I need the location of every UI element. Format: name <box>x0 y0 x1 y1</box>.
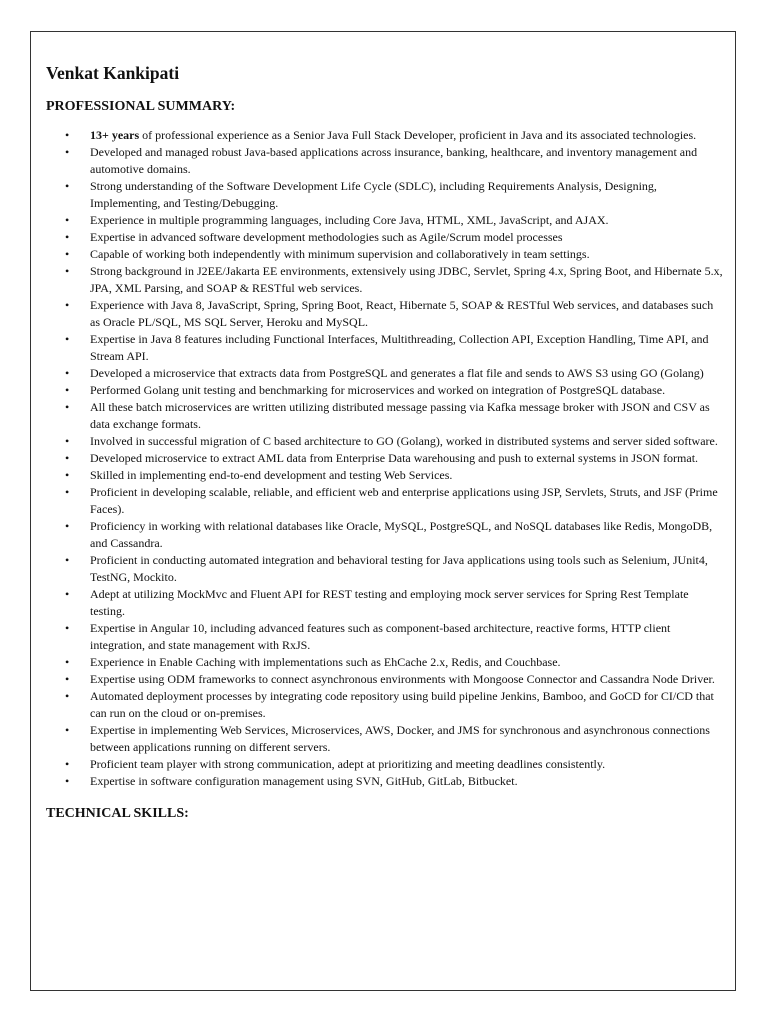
summary-item <box>46 552 726 586</box>
summary-item <box>46 671 726 688</box>
summary-item-text: Expertise using ODM frameworks to connect asynchronous environments with Mongoose Connector and Cassandra Node Driver. <box>90 672 715 686</box>
summary-item <box>46 246 726 263</box>
summary-item <box>46 365 726 382</box>
bullet-icon: • <box>65 774 70 788</box>
bullet-icon: • <box>65 400 70 414</box>
bullet-icon: • <box>65 434 70 448</box>
candidate-name: Venkat Kankipati <box>46 63 180 83</box>
bullet-icon: • <box>65 298 70 312</box>
professional-summary-heading: PROFESSIONAL SUMMARY: <box>46 99 236 114</box>
bullet-icon: • <box>65 621 70 635</box>
bullet-icon: • <box>65 451 70 465</box>
summary-item-text: Automated deployment processes by integrating code repository using build pipeline Jenkins, Bamboo, and GoCD for CI/CD that can run on the cloud or on-premises. <box>90 689 714 720</box>
summary-item <box>46 297 726 331</box>
summary-item-text: Developed a microservice that extracts data from PostgreSQL and generates a flat file and sends to AWS S3 using GO (Golang) <box>90 366 704 380</box>
summary-item <box>46 433 726 450</box>
summary-item-text: of professional experience as a Senior Java Full Stack Developer, proficient in Java and its associated technologies. <box>139 128 697 142</box>
summary-item <box>46 467 726 484</box>
summary-item-text: Expertise in advanced software development methodologies such as Agile/Scrum model processes <box>90 230 563 244</box>
summary-item-lead: 13+ years <box>90 128 140 142</box>
bullet-icon: • <box>65 213 70 227</box>
summary-item <box>46 127 726 144</box>
summary-item <box>46 382 726 399</box>
bullet-icon: • <box>65 485 70 499</box>
summary-item <box>46 518 726 552</box>
bullet-icon: • <box>65 264 70 278</box>
summary-item-text: Expertise in implementing Web Services, Microservices, AWS, Docker, and JMS for synchronous and asynchronous connections between applications running on different servers. <box>90 723 710 754</box>
summary-item-text: Expertise in software configuration management using SVN, GitHub, GitLab, Bitbucket. <box>90 774 518 788</box>
summary-item-text: All these batch microservices are written utilizing distributed message passing via Kafka message broker with JSON and CSV as data exchange formats. <box>90 400 710 431</box>
bullet-icon: • <box>65 587 70 601</box>
summary-item <box>46 620 726 654</box>
summary-item-text: Developed microservice to extract AML data from Enterprise Data warehousing and push to external systems in JSON format. <box>90 451 699 465</box>
bullet-icon: • <box>65 366 70 380</box>
summary-item-text: Developed and managed robust Java-based applications across insurance, banking, healthcare, and inventory management and automotive domains. <box>90 145 698 176</box>
summary-item <box>46 586 726 620</box>
summary-item <box>46 773 726 790</box>
summary-item <box>46 331 726 365</box>
summary-item-text: Experience with Java 8, JavaScript, Spring, Spring Boot, React, Hibernate 5, SOAP & RESTful Web services, and databases such as Oracle PL/SQL, MS SQL Server, Heroku and MySQL. <box>90 298 714 329</box>
bullet-icon: • <box>65 230 70 244</box>
technical-skills-heading: TECHNICAL SKILLS: <box>46 806 189 821</box>
summary-item <box>46 756 726 773</box>
summary-item <box>46 212 726 229</box>
bullet-icon: • <box>65 128 70 142</box>
summary-item-text: Expertise in Java 8 features including Functional Interfaces, Multithreading, Collection API, Exception Handling, Time API, and Stream API. <box>90 332 709 363</box>
bullet-icon: • <box>65 757 70 771</box>
bullet-icon: • <box>65 655 70 669</box>
bullet-icon: • <box>65 332 70 346</box>
summary-item-text: Adept at utilizing MockMvc and Fluent API for REST testing and employing mock server services for Spring Rest Template testing. <box>90 587 689 618</box>
bullet-icon: • <box>65 553 70 567</box>
bullet-icon: • <box>65 247 70 261</box>
summary-item <box>46 654 726 671</box>
summary-item-text: Experience in Enable Caching with implementations such as EhCache 2.x, Redis, and Couchbase. <box>90 655 561 669</box>
summary-item <box>46 144 726 178</box>
summary-item-text: Expertise in Angular 10, including advanced features such as component-based architecture, reactive forms, HTTP client integration, and state management with RxJS. <box>90 621 671 652</box>
bullet-icon: • <box>65 383 70 397</box>
summary-item-text: Proficient team player with strong communication, adept at prioritizing and meeting deadlines consistently. <box>90 757 606 771</box>
summary-item-text: Strong understanding of the Software Development Life Cycle (SDLC), including Requirements Analysis, Designing, Implementing, and Testing/Debugging. <box>90 179 657 210</box>
bullet-icon: • <box>65 723 70 737</box>
summary-item-text: Experience in multiple programming languages, including Core Java, HTML, XML, JavaScript, and AJAX. <box>90 213 609 227</box>
bullet-icon: • <box>65 689 70 703</box>
summary-item-text: Skilled in implementing end-to-end development and testing Web Services. <box>90 468 453 482</box>
summary-item-text: Strong background in J2EE/Jakarta EE environments, extensively using JDBC, Servlet, Spring 4.x, Spring Boot, and Hibernate 5.x, JPA, XML Parsing, and SOAP & RESTful web services. <box>90 264 723 295</box>
resume-content <box>46 62 726 823</box>
bullet-icon: • <box>65 672 70 686</box>
summary-item <box>46 229 726 246</box>
summary-item-text: Proficient in developing scalable, reliable, and efficient web and enterprise applications using JSP, Servlets, Struts, and JSF (Prime Faces). <box>90 485 718 516</box>
summary-item-text: Proficiency in working with relational databases like Oracle, MySQL, PostgreSQL, and NoSQL databases like Redis, MongoDB, and Cassandra. <box>90 519 713 550</box>
bullet-icon: • <box>65 519 70 533</box>
professional-summary-list <box>46 127 726 790</box>
summary-item-text: Proficient in conducting automated integration and behavioral testing for Java applications using tools such as Selenium, JUnit4, TestNG, Mockito. <box>90 553 708 584</box>
summary-item-text: Involved in successful migration of C based architecture to GO (Golang), worked in distributed systems and server sided software. <box>90 434 718 448</box>
summary-item-text: Capable of working both independently with minimum supervision and collaboratively in team settings. <box>90 247 590 261</box>
bullet-icon: • <box>65 468 70 482</box>
summary-item <box>46 263 726 297</box>
summary-item <box>46 399 726 433</box>
summary-item <box>46 484 726 518</box>
bullet-icon: • <box>65 145 70 159</box>
summary-item <box>46 722 726 756</box>
summary-item <box>46 450 726 467</box>
summary-item <box>46 178 726 212</box>
summary-item <box>46 688 726 722</box>
summary-item-text: Performed Golang unit testing and benchmarking for microservices and worked on integration of PostgreSQL database. <box>90 383 666 397</box>
bullet-icon: • <box>65 179 70 193</box>
